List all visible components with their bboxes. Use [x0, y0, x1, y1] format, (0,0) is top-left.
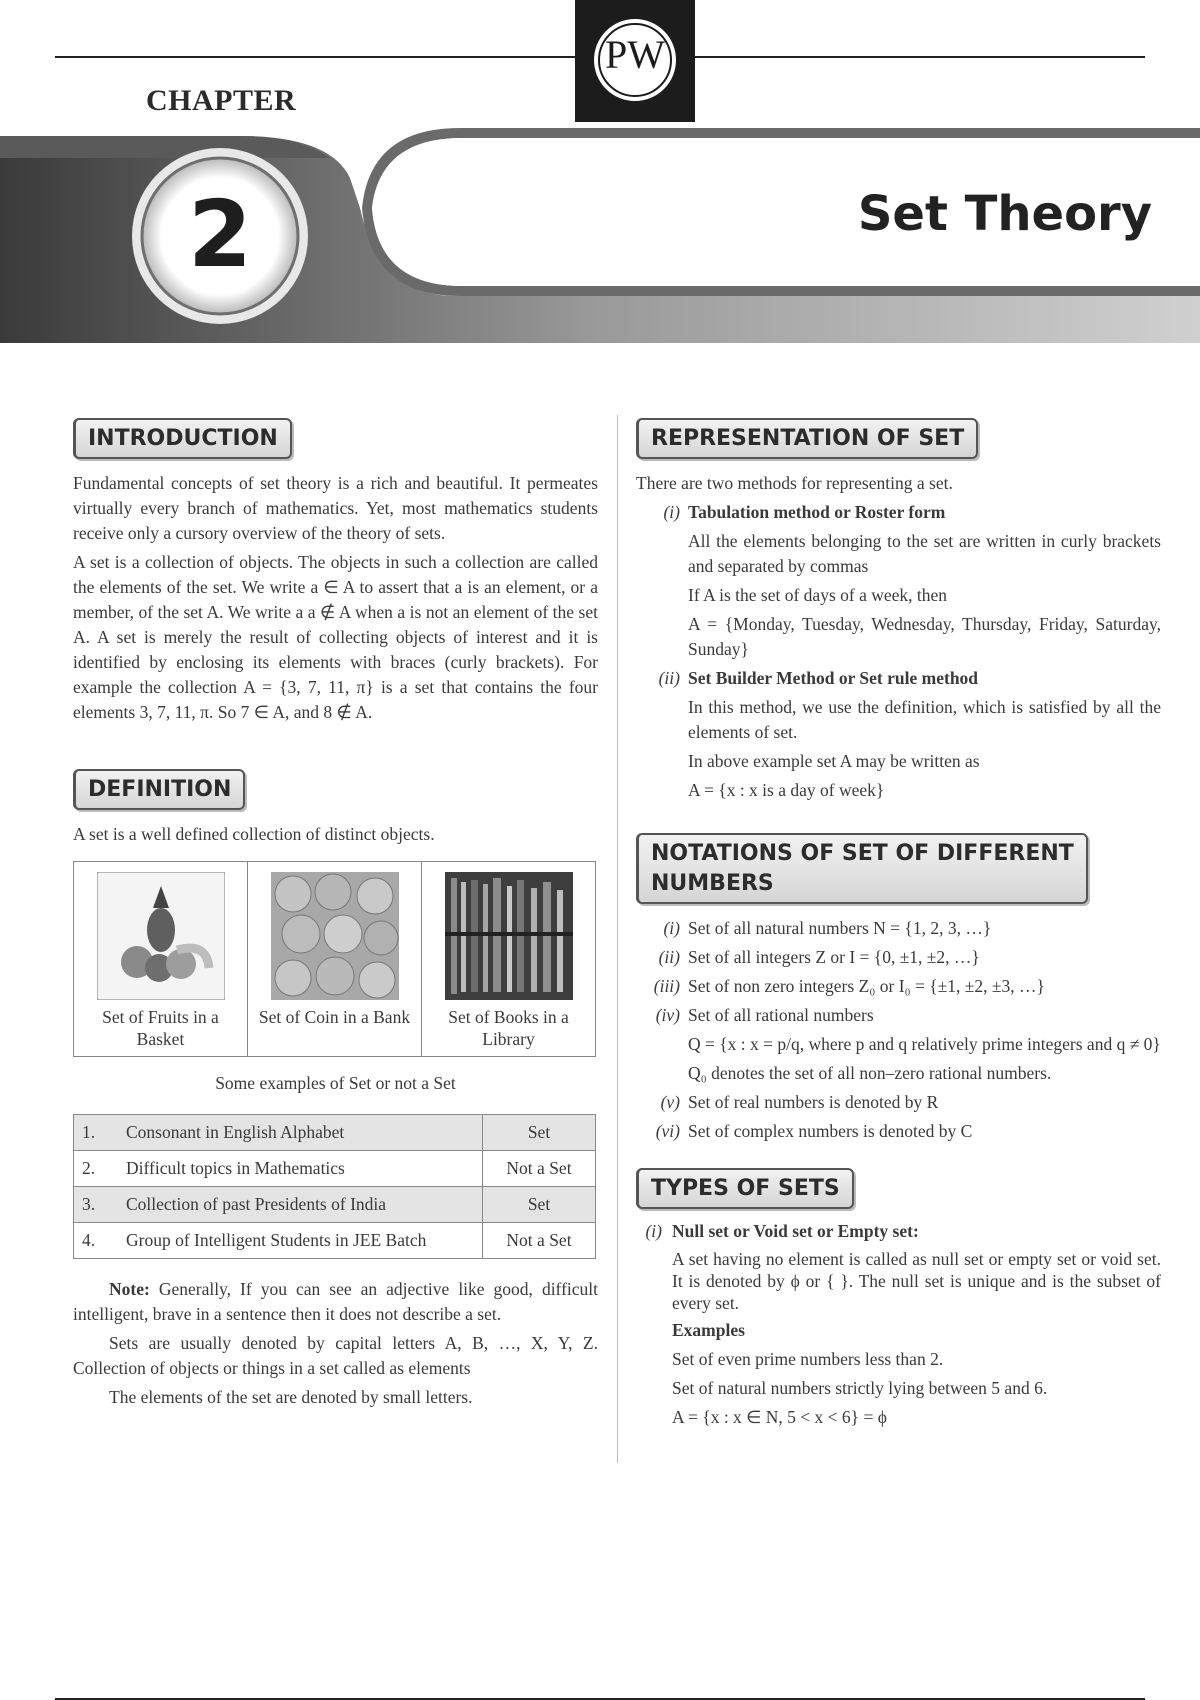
intro-paragraph-1: Fundamental concepts of set theory is a rich and beautiful. It permeates virtually every branch of mathematics. Yet, most mathematics students receive only a cursory overview of the theory of sets.	[73, 473, 598, 543]
null-set-description: A set having no element is called as null set or empty set or void set. It is denoted by ϕ or { }. The null set is unique and is the subset of every set.	[672, 1249, 1161, 1313]
note-paragraph	[73, 1277, 598, 1327]
item-text: Set of real numbers is denoted by R	[688, 1092, 939, 1112]
set-examples-table	[73, 1114, 596, 1259]
image-cell-fruits	[74, 862, 248, 1057]
pw-logo	[575, 0, 695, 122]
fruit-basket-icon	[97, 872, 225, 1000]
row-result: Set	[483, 1115, 596, 1151]
roster-p3: A = {Monday, Tuesday, Wednesday, Thursday, Friday, Saturday, Sunday}	[688, 614, 1161, 659]
row-result: Set	[483, 1187, 596, 1223]
types-heading: TYPES OF SETS	[636, 1168, 854, 1209]
list-item	[636, 974, 1161, 999]
row-number: 2.	[74, 1151, 119, 1187]
roster-p1: All the elements belonging to the set are written in curly brackets and separated by commas	[688, 531, 1161, 576]
logo-text: PW	[605, 32, 665, 77]
image-cell-books	[422, 862, 596, 1057]
builder-p1: In this method, we use the definition, which is satisfied by all the elements of set.	[688, 697, 1161, 742]
item-text: Set of complex numbers is denoted by C	[688, 1121, 973, 1141]
representation-intro: There are two methods for representing a set.	[636, 473, 953, 493]
top-rule-right	[695, 56, 1145, 58]
type-label: (i)	[645, 1221, 662, 1241]
examples-label: Examples	[672, 1320, 745, 1340]
definition-heading: DEFINITION	[73, 769, 245, 810]
caption-coins: Set of Coin in a Bank	[258, 1007, 411, 1027]
rational-nonzero: Q₀ denotes the set of all non–zero rational numbers.	[688, 1063, 1052, 1083]
caption-fruits: Set of Fruits in a Basket	[102, 1007, 219, 1049]
list-item	[636, 1003, 1161, 1028]
row-number: 3.	[74, 1187, 119, 1223]
null-example-2: Set of natural numbers strictly lying between 5 and 6.	[672, 1378, 1048, 1398]
item-label: (ii)	[658, 947, 680, 967]
method-set-builder	[636, 666, 1161, 691]
list-item	[636, 916, 1161, 941]
definition-text: A set is a well defined collection of distinct objects.	[73, 824, 435, 844]
method-title: Set Builder Method or Set rule method	[688, 668, 979, 688]
row-number: 4.	[74, 1223, 119, 1259]
row-result: Not a Set	[483, 1223, 596, 1259]
row-text: Difficult topics in Mathematics	[118, 1151, 483, 1187]
capitals-paragraph: Sets are usually denoted by capital letters A, B, …, X, Y, Z. Collection of objects or things in a set called as elements	[73, 1333, 598, 1378]
note-label: Note:	[109, 1279, 150, 1299]
examples-caption: Some examples of Set or not a Set	[215, 1073, 456, 1093]
item-text: Set of all natural numbers N = {1, 2, 3, …}	[688, 918, 992, 938]
null-example-3: A = {x : x ∈ N, 5 < x < 6} = ϕ	[672, 1407, 887, 1427]
representation-heading: REPRESENTATION OF SET	[636, 418, 978, 459]
notations-heading	[636, 833, 1088, 904]
chapter-label: CHAPTER	[146, 84, 297, 117]
table-row	[74, 1223, 596, 1259]
item-label: (iv)	[655, 1005, 680, 1025]
builder-p3: A = {x : x is a day of week}	[688, 780, 885, 800]
item-text: Set of non zero integers Z₀ or I₀ = {±1, ±2, ±3, …}	[688, 976, 1045, 996]
method-title: Tabulation method or Roster form	[688, 502, 946, 522]
notations-heading-line2: NUMBERS	[651, 871, 774, 896]
notations-heading-line1: NOTATIONS OF SET OF DIFFERENT	[651, 841, 1074, 866]
method-label: (i)	[663, 502, 680, 522]
table-row	[74, 1187, 596, 1223]
method-label: (ii)	[658, 668, 680, 688]
coins-icon	[271, 872, 399, 1000]
list-item	[636, 1090, 1161, 1115]
row-text: Group of Intelligent Students in JEE Batch	[118, 1223, 483, 1259]
list-item	[636, 945, 1161, 970]
row-text: Consonant in English Alphabet	[118, 1115, 483, 1151]
intro-paragraph-2: A set is a collection of objects. The objects in such a collection are called the elements of the set. We write a ∈ A to assert that a is an element, or a member, of the set A. We write a a ∉ A when a is not an element of the set A. A set is merely the result of collecting objects of interest and it is identified by enclosing its elements with braces (curly brackets). For example the collection A = {3, 7, 11, π} is a set that contains the four elements 3, 7, 11, π. So 7 ∈ A, and 8 ∉ A.	[73, 552, 598, 722]
column-divider	[617, 415, 618, 1463]
image-cell-coins	[248, 862, 422, 1057]
caption-books: Set of Books in a Library	[448, 1007, 569, 1049]
row-number: 1.	[74, 1115, 119, 1151]
table-row	[74, 1151, 596, 1187]
introduction-heading: INTRODUCTION	[73, 418, 292, 459]
chapter-number: 2	[187, 181, 252, 288]
chapter-title: Set Theory	[857, 186, 1152, 242]
row-text: Collection of past Presidents of India	[118, 1187, 483, 1223]
type-null-set	[636, 1219, 1161, 1244]
item-text: Set of all integers Z or I = {0, ±1, ±2, …}	[688, 947, 980, 967]
builder-p2: In above example set A may be written as	[688, 751, 980, 771]
right-column	[636, 418, 1161, 1434]
left-column	[73, 418, 598, 1414]
method-roster	[636, 500, 1161, 525]
item-label: (iii)	[653, 976, 680, 996]
set-examples-images	[73, 861, 596, 1057]
top-rule-left	[55, 56, 575, 58]
item-text: Set of all rational numbers	[688, 1005, 874, 1025]
bookshelf-icon	[445, 872, 573, 1000]
list-item	[636, 1119, 1161, 1144]
item-label: (i)	[663, 918, 680, 938]
row-result: Not a Set	[483, 1151, 596, 1187]
type-title: Null set or Void set or Empty set:	[672, 1221, 919, 1241]
item-label: (vi)	[655, 1121, 680, 1141]
null-example-1: Set of even prime numbers less than 2.	[672, 1349, 944, 1369]
note-text: Generally, If you can see an adjective like good, difficult intelligent, brave in a sentence then it does not describe a set.	[73, 1279, 598, 1324]
item-label: (v)	[660, 1092, 680, 1112]
table-row	[74, 1115, 596, 1151]
small-letters-paragraph: The elements of the set are denoted by small letters.	[109, 1387, 473, 1407]
roster-p2: If A is the set of days of a week, then	[688, 585, 948, 605]
rational-definition: Q = {x : x = p/q, where p and q relatively prime integers and q ≠ 0}	[688, 1034, 1161, 1054]
